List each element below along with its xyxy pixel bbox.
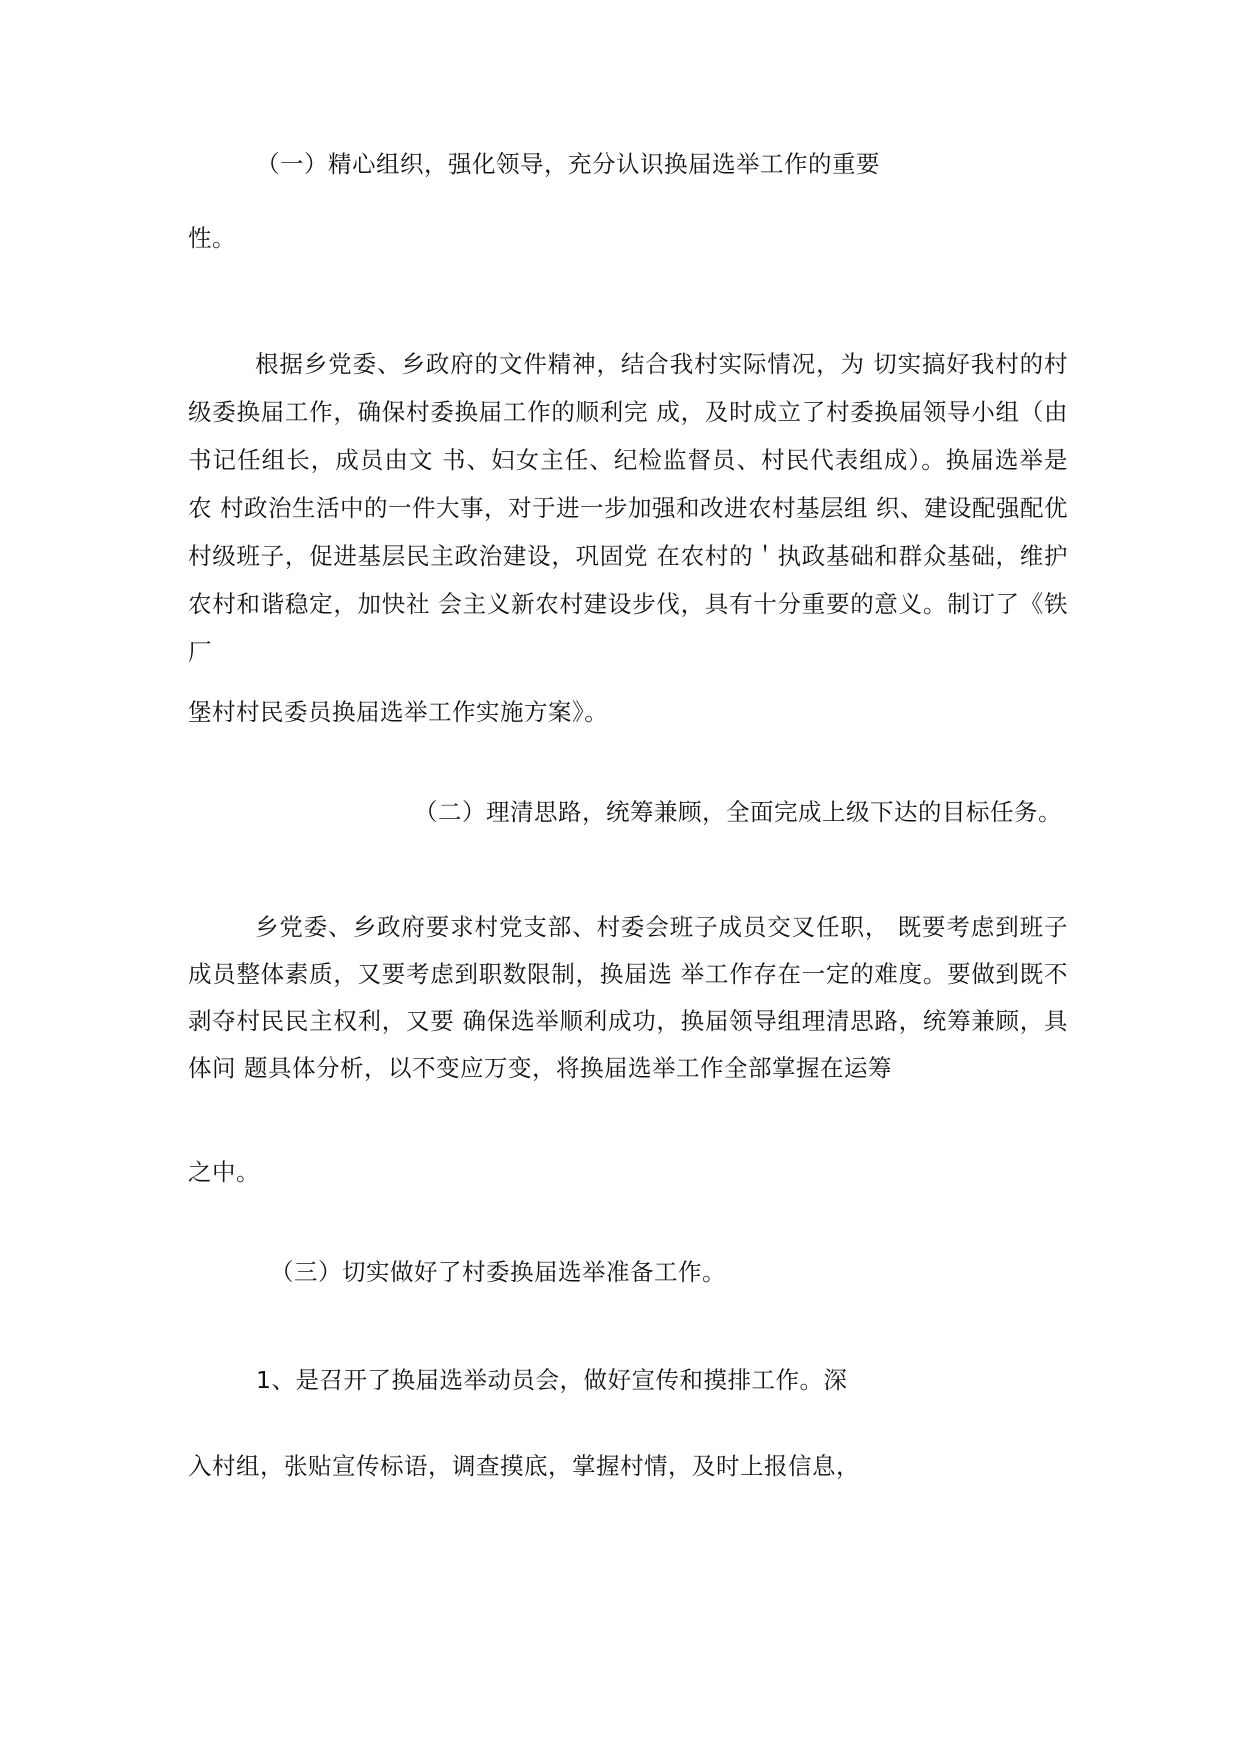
section-1-heading: （一）精心组织，强化领导，充分认识换届选举工作的重要 xyxy=(256,150,880,178)
section-1-paragraph: 根据乡党委、乡政府的文件精神，结合我村实际情况，为 切实搞好我村的村级委换届工作，确保村委换届工作的顺利完 成，及时成立了村委换届领导小组（由书记任组长，成员由文 书、妇女主任、纪检监督员、村民代表组成）。换届选举是农 村政治生活中的一件大事，对于进一步加强和改进农村基层组 织、建设配强配优村级班子，促进基层民主政治建设，巩固党 在农村的＇执政基础和群众基础，维护农村和谐稳定，加快社 会主义新农村建设步伐，具有十分重要的意义。制订了《铁厂 xyxy=(188,350,1068,666)
section-1-heading-continuation: 性。 xyxy=(188,224,236,252)
section-2-heading: （二）理清思路，统筹兼顾，全面完成上级下达的目标任务。 xyxy=(414,798,1062,826)
section-1-paragraph-tail: 堡村村民委员换届选举工作实施方案》。 xyxy=(188,698,609,726)
section-2-paragraph: 乡党委、乡政府要求村党支部、村委会班子成员交叉任职， 既要考虑到班子成员整体素质，又要考虑到职数限制，换届选 举工作存在一定的难度。要做到既不剥夺村民民主权利，又要 确保选举顺利成功，换届领导组理清思路，统筹兼顾，具体问 题具体分析，以不变应万变，将换届选举工作全部掌握在运筹 xyxy=(188,913,1068,1082)
section-3-heading: （三）切实做好了村委换届选举准备工作。 xyxy=(270,1258,726,1286)
section-3-item-1-continuation: 入村组，张贴宣传标语，调查摸底，掌握村情，及时上报信息， xyxy=(188,1452,860,1480)
section-3-item-1: 1、是召开了换届选举动员会，做好宣传和摸排工作。深 xyxy=(256,1366,848,1394)
section-2-paragraph-tail: 之中。 xyxy=(188,1158,260,1186)
